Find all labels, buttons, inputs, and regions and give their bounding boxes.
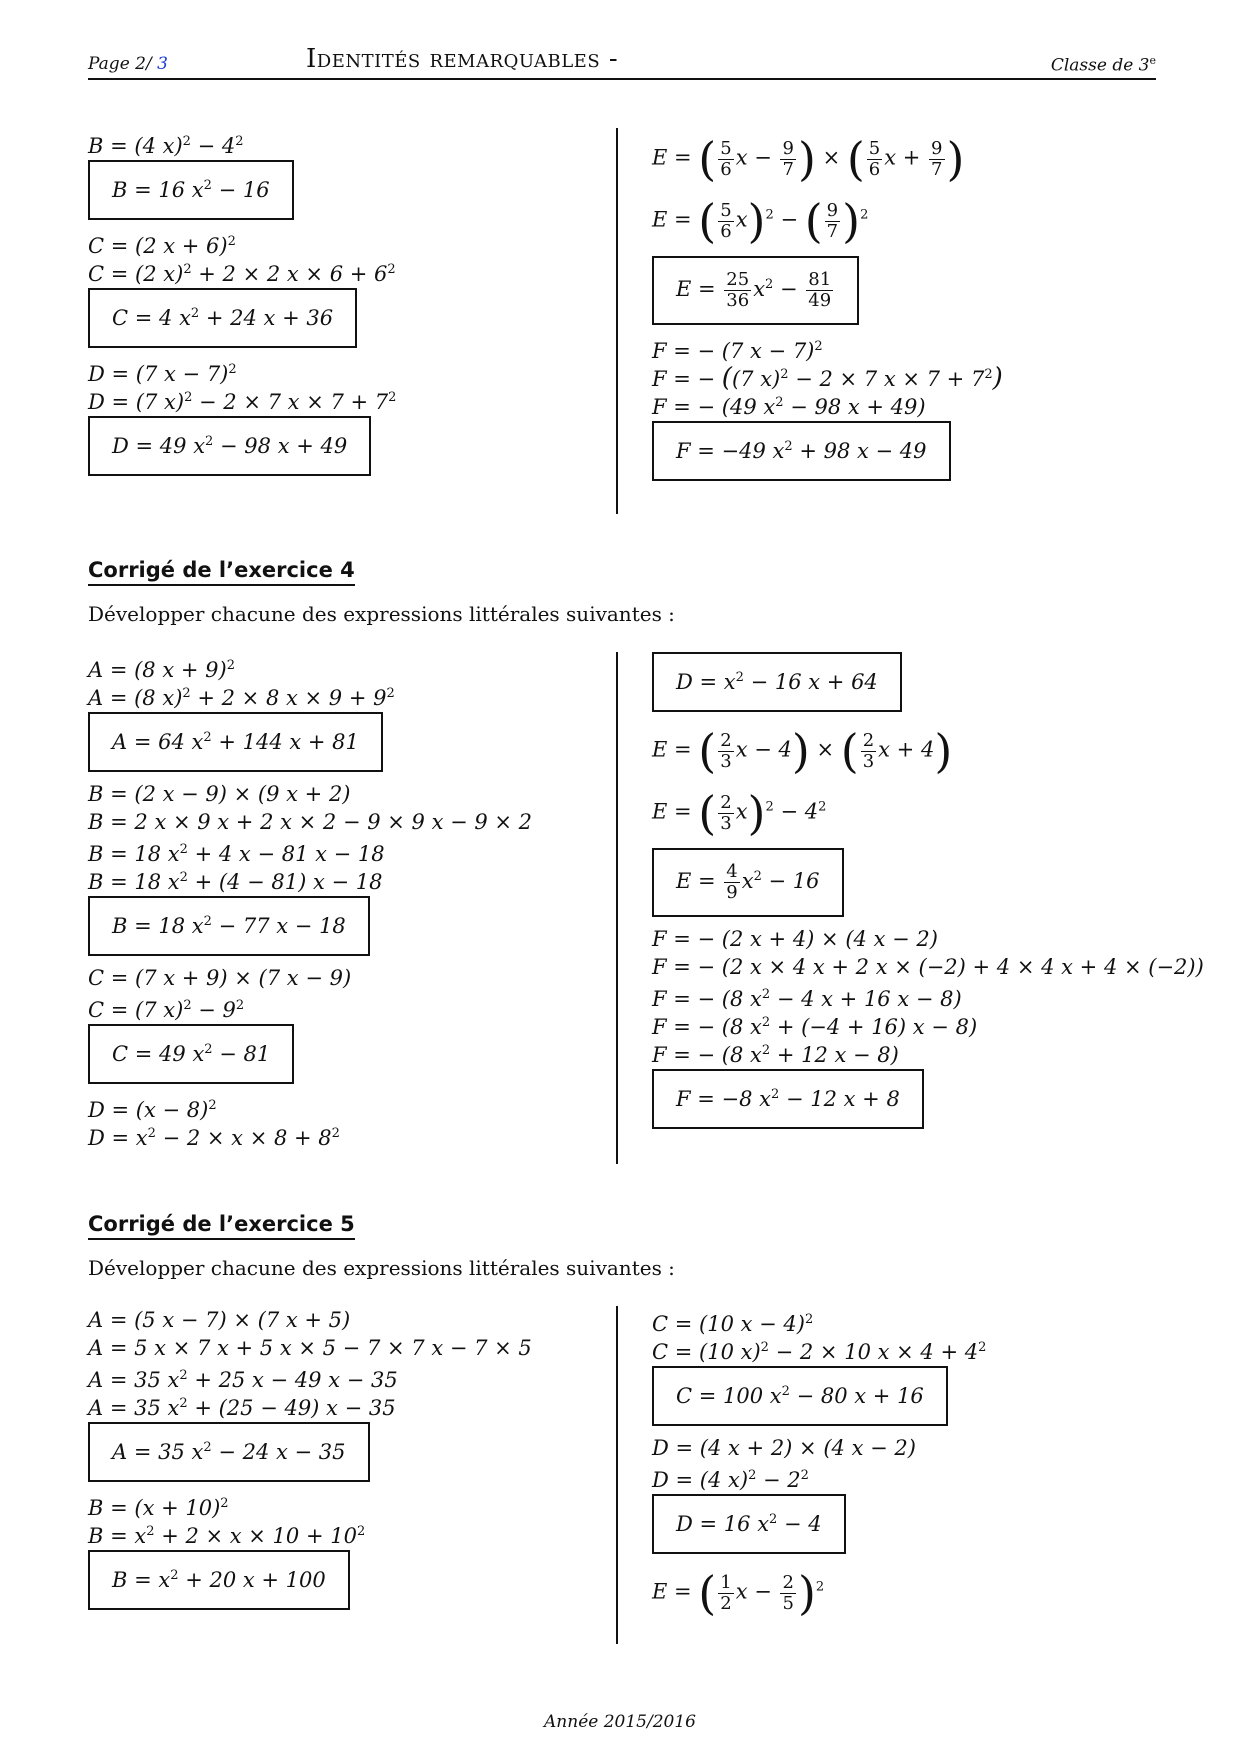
result-box: F = −49 $x^2 + 98$ x − 49 — [652, 421, 951, 481]
page-total-link[interactable]: 3 — [157, 54, 168, 74]
result-box: C = 100 $x^2 - 80$ x + 16 — [652, 1366, 948, 1426]
result-box: E = $\frac{4}{9}$ $x^2 - 16$ — [652, 848, 844, 917]
ex3-left-column: B = (4 $x)^2 - 4^2$ B = 16 $x^2 - 16$ C = (2 x + 6)$^2$ C = (2 x)$^2$ + 2 × 2 $x \times 6 + 6^2$ C = 4 $x^2 + 24$ x + 36 D = (7 x − 7)$^2$ D = (7 x)$^2$ − 2 × 7 $x \times 7 + 7^2$ D = 49 $x^2 - 98$ x + 49 — [88, 128, 648, 484]
result-box: C = 49 $x^2 - 81$ — [88, 1024, 294, 1084]
ex4-left-column: A = (8 x + 9)$^2$ A = (8 x)$^2$ + 2 × 8 $x \times 9 + 9^2$ A = 64 $x^2 + 144$ x + 81 B = (2 x − 9) × (9 x + 2) B = 2 x × 9 x + 2 x × 2 − 9 × 9 x − 9 × 2 B = 18 $x^2 + 4$ x − 81 x − 18 B = 18 $x^2 + (4 - 81) x - 18$ B = 18 $x^2 - 77$ x − 18 C = (7 x + 9) × (7 x − 9) C = (7 $x)^2 - 9^2$ C = 49 $x^2 - 81$ $D = (x - 8)^2$ $D = x^2 - 2 \times x \times 8 + 8^2$ — [88, 658, 533, 1150]
ex5-left-column: A = (5 x − 7) × (7 x + 5) A = 5 x × 7 x + 5 x × 5 − 7 × 7 x − 7 × 5 A = 35 $x^2 + 25$ x − 49 x − 35 A = 35 $x^2 + (25 - 49) x - 35$ A = 35 $x^2 - 24$ x − 35 $B = (x + 10)^2$ $B = x^2 + 2 \times x \times 10 + 10^2$ $B = x^2 + 20$ x + 100 — [88, 1306, 648, 1618]
ex5-right-column: C = (10 x − 4)$^2$ C = (10 x)$^2$ − 2 × 10 $x \times 4 + 4^2$ C = 100 $x^2 - 80$ x + 16 D = (4 x + 2) × (4 x − 2) D = (4 $x)^2 - 2^2$ D = 16 $x^2 - 4$ E = ( $\frac{1}{2}$ x − $\frac{2}{5}$ )$^2$ — [652, 1312, 987, 1620]
ex4-right-column: $D = x^2 - 16$ x + 64 E = ( $\frac{2}{3}$ x − 4) × ( $\frac{2}{3}$ x + 4) E = ( $\frac{2}{3}$ $x)^2 - 4^2$ E = $\frac{4}{9}$ $x^2 - 16$ F = − (2 x + 4) × (4 x − 2) F = − (2 x × 4 x + 2 x × (−2) + 4 × 4 x + 4 × (−2)) F = − (8 $x^2 - 4$ x + 16 x − 8) F = − (8 $x^2 + (-4 + 16) x - 8$) F = − (8 $x^2 + 12$ x − 8) F = −8 $x^2 - 12$ x + 8 — [652, 648, 1212, 1137]
page-footer: Année 2015/2016 — [544, 1712, 696, 1732]
document-title: Identités remarquables - — [306, 44, 619, 74]
result-box: $D = x^2 - 16$ x + 64 — [652, 652, 902, 712]
result-box: $B = x^2 + 20$ x + 100 — [88, 1550, 350, 1610]
page-header — [88, 46, 1156, 80]
result-box: F = −8 $x^2 - 12$ x + 8 — [652, 1069, 924, 1129]
result-box: C = 4 $x^2 + 24$ x + 36 — [88, 288, 357, 348]
ex3-right-column: E = ( $\frac{5}{6}$ x − $\frac{9}{7}$ ) × ( $\frac{5}{6}$ x + $\frac{9}{7}$ ) E = ( $\frac{5}{6}$ x)$^2$ − ( $\frac{9}{7}$ )$^2$ E = $\frac{25}{36}$ $x^2$ − $\frac{81}{49}$ F = − (7 x − 7)$^2$ F = − ((7 x)$^2$ − 2 × 7 $x \times 7 + 7^2$) F = − (49 $x^2 - 98$ x + 49) F = −49 $x^2 + 98$ x − 49 — [652, 128, 1212, 489]
result-box: D = 16 $x^2 - 4$ — [652, 1494, 846, 1554]
column-separator — [616, 1306, 618, 1644]
exercise-5-title: Corrigé de l’exercice 5 — [88, 1212, 355, 1240]
exercise-4-title: Corrigé de l’exercice 4 — [88, 558, 355, 586]
result-box: A = 64 $x^2 + 144$ x + 81 — [88, 712, 383, 772]
result-box: D = 49 $x^2 - 98$ x + 49 — [88, 416, 371, 476]
exercise-5-instruction: Développer chacune des expressions littérales suivantes : — [88, 1256, 675, 1280]
page-number: Page 2/ 3 — [88, 54, 168, 74]
column-separator — [616, 652, 618, 1164]
exercise-4-instruction: Développer chacune des expressions littérales suivantes : — [88, 602, 675, 626]
result-box: B = 16 $x^2 - 16$ — [88, 160, 294, 220]
column-separator — [616, 128, 618, 514]
result-box: E = $\frac{25}{36}$ $x^2$ − $\frac{81}{49}$ — [652, 256, 859, 325]
result-box: B = 18 $x^2 - 77$ x − 18 — [88, 896, 370, 956]
class-label: Classe de 3e — [1050, 54, 1156, 76]
result-box: A = 35 $x^2 - 24$ x − 35 — [88, 1422, 370, 1482]
